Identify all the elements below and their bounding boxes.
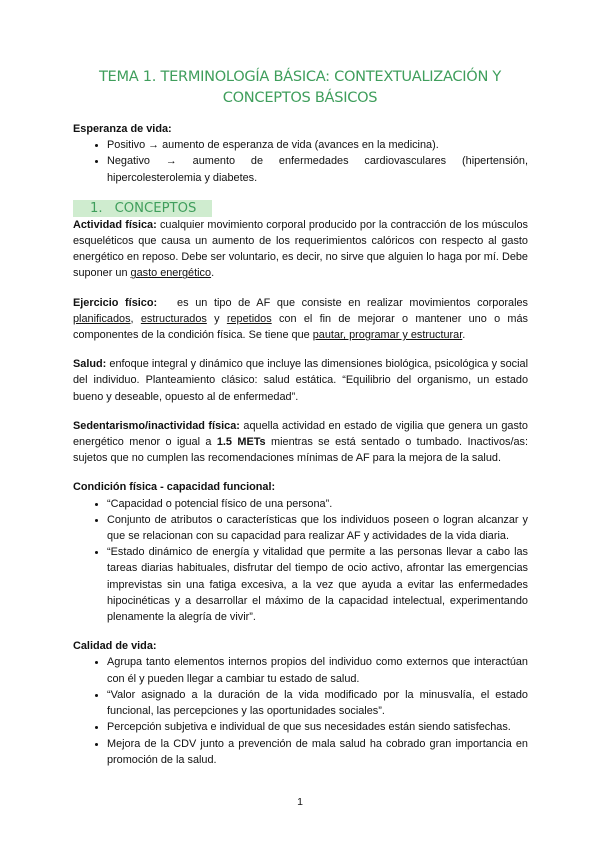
underlined-term: pautar, programar y estructurar [312,329,463,342]
section-heading [73,200,528,217]
list-item: • Agrupa tanto elementos internos propios del individuo como externos que interactúan con él y pueden llegar a cambiar tu estado de salud. [107,654,528,686]
esperanza-list [73,137,528,186]
list-item: • Mejora de la CDV junto a prevención de mala salud ha cobrado gran importancia en promoción de la salud. [107,736,528,768]
title-line-2: CONCEPTOS BÁSICOS [222,89,378,106]
calidad-heading: Calidad de vida: [73,640,157,653]
underlined-term: gasto energético [130,267,212,280]
condicion-heading: Condición física - capacidad funcional: [73,481,276,494]
ejercicio-term: Ejercicio físico: [73,296,158,309]
calidad-list [73,654,528,767]
section-label: CONCEPTOS [114,200,197,216]
sedentarismo-term: Sedentarismo/inactividad física: [73,419,240,432]
list-item: • “Estado dinámico de energía y vitalidad que permite a las personas llevar a cabo las tareas diarias habituales, disfrutar del tiempo de ocio activo, afrontar las emergencias imprevistas sin una fatiga excesiva, a la vez que ayuda a evitar las enfermedades hipocinéticas y a desarrollar el máximo de la capacidad intelectual, experimentando plenamente la alegría de vivir”. [107,544,528,625]
list-item: • “Valor asignado a la duración de la vida modificado por la minusvalía, el estado funcional, las percepciones y las oportunidades sociales”. [107,687,528,719]
list-item: • Negativo → aumento de enfermedades cardiovasculares (hipertensión, hipercolesterolemia y diabetes. [107,153,528,185]
ejercicio-paragraph: Ejercicio físico: es un tipo de AF que consiste en realizar movimientos corporales planificados, estructurados y repetidos con el fin de mejorar o mantener uno o más componentes de la condición física. Se tiene que pautar, programar y estructurar. [73,296,532,342]
list-item: • Percepción subjetiva e individual de que sus necesidades están siendo satisfechas. [107,719,528,735]
list-item: • Positivo → aumento de esperanza de vida (avances en la medicina). [107,137,528,153]
underlined-term: repetidos [226,312,272,325]
page-number: 1 [297,796,303,808]
esperanza-heading: Esperanza de vida: [73,123,172,135]
sedentarismo-paragraph: Sedentarismo/inactividad física: aquella actividad en estado de vigilia que genera un gasto energético menor o igual a 1.5 METs mientras se está sentado o tumbado. Inactivos/as: sujetos que no cumplen las recomendaciones mínimas de AF para la mejora de la salud. [73,419,529,465]
actividad-paragraph: Actividad física: cualquier movimiento corporal producido por la contracción de los músculos esqueléticos que causa un aumento de los requerimientos calóricos con respecto al gasto energético en reposo. Debe ser voluntario, es decir, no sirve que alguien lo haga por mí. Debe suponer un gasto energético. [73,218,528,280]
document-title [72,66,528,108]
section-number: 1. [90,200,103,216]
title-line-1: TEMA 1. TERMINOLOGÍA BÁSICA: CONTEXTUALIZACIÓN Y [98,68,502,85]
list-item: • “Capacidad o potencial físico de una persona”. [107,496,528,512]
salud-paragraph: Salud: enfoque integral y dinámico que incluye las dimensiones biológica, psicológica y social del individuo. Planteamiento clásico: salud estática. “Equilibrio del organismo, un estado bueno y deseable, opuesto al de enfermedad”. [73,358,528,403]
section-heading-box [73,200,212,217]
condicion-list [73,496,528,626]
salud-term: Salud: [73,358,107,371]
mets-value: 1.5 METs [216,436,266,449]
document-body [73,121,532,768]
list-item: • Conjunto de atributos o características que los individuos poseen o logran alcanzar y que se relacionan con su capacidad para realizar AF y actividades de la vida diaria. [107,512,528,544]
underlined-term: estructurados [140,312,207,325]
underlined-term: planificados [73,312,131,325]
actividad-term: Actividad física: [73,218,157,231]
